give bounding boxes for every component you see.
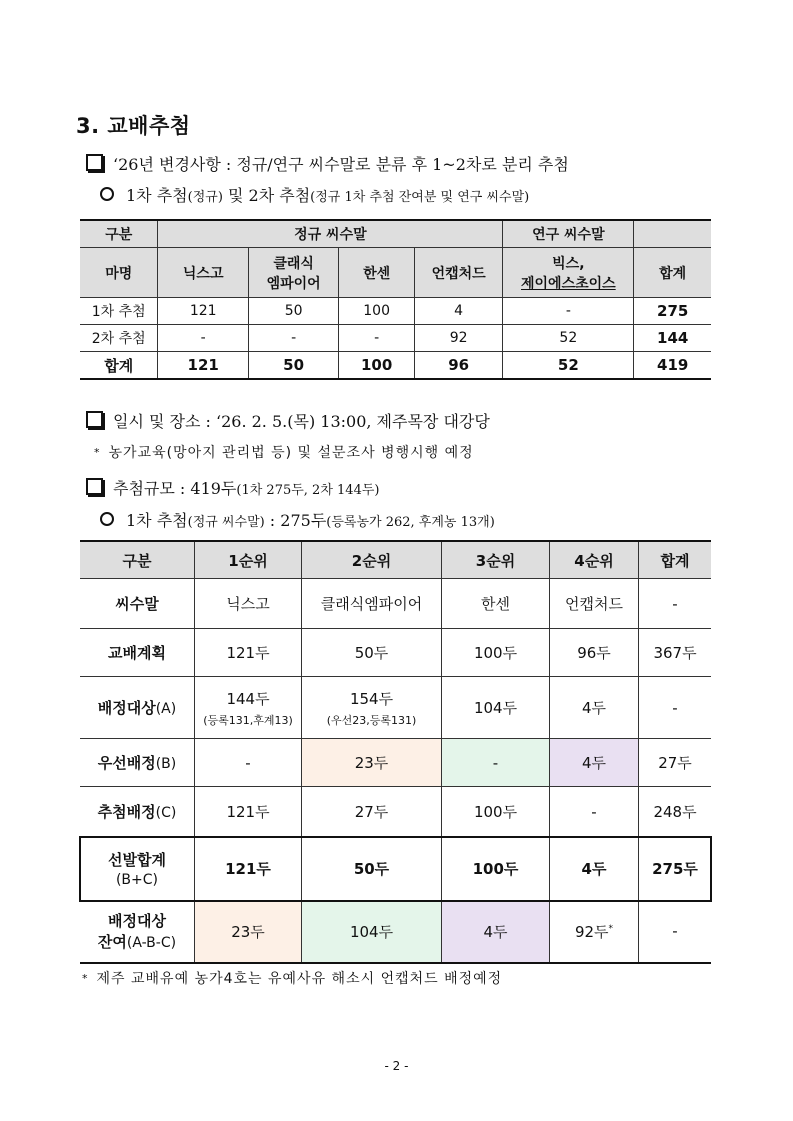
cell: - — [248, 325, 338, 352]
round1-count: : 275두 — [264, 511, 327, 530]
col-group: 구분 — [80, 541, 195, 579]
horse-js-choice: 제이에스초이스 — [521, 275, 616, 292]
stallion-round-table — [80, 219, 711, 380]
row-label-suffix: (A) — [155, 701, 177, 717]
cell: 275두 — [639, 837, 712, 901]
col-rank2: 2순위 — [302, 541, 442, 579]
horse-bix: 빅스, — [552, 255, 585, 272]
round1-paren: (정규 씨수말) — [187, 515, 265, 530]
cell: 104두 — [302, 901, 442, 963]
sub-bullet-lottery-rounds — [100, 183, 529, 206]
cell-detail: (등록131,후계13) — [203, 713, 293, 727]
cell: 92 — [414, 325, 502, 352]
cell: 23두 — [195, 901, 302, 963]
row-label — [80, 739, 195, 787]
col-rank1: 1순위 — [195, 541, 302, 579]
row-label — [80, 837, 195, 901]
row-label-line2: 잔여 — [97, 933, 127, 952]
bullet-schedule — [86, 409, 490, 432]
table-row-lottery — [80, 787, 711, 837]
bullet-changes — [86, 152, 569, 175]
horse-classic-empire — [248, 248, 338, 298]
cell-total: 419 — [634, 352, 711, 380]
cell-total: 275 — [634, 298, 711, 325]
checkbox-square-icon — [86, 411, 103, 428]
cell: 100두 — [442, 629, 550, 677]
table-row-selected — [80, 837, 711, 901]
cell: 248두 — [639, 787, 712, 837]
col-group: 구분 — [80, 220, 158, 248]
note-education-text: 농가교육(망아지 관리법 등) 및 설문조사 병행시행 예정 — [108, 445, 474, 461]
round2-paren: (정규 1차 추첨 잔여분 및 연구 씨수말) — [310, 190, 530, 205]
row-label-suffix: (B+C) — [115, 872, 159, 888]
cell: - — [639, 677, 712, 739]
row-label — [80, 787, 195, 837]
row-label-suffix: (C) — [155, 805, 177, 821]
allocation-table — [80, 540, 711, 964]
table-row-stallion — [80, 579, 711, 629]
cell: - — [639, 579, 712, 629]
changes-text: ‘26년 변경사항 : 정규/연구 씨수말로 분류 후 1~2차로 분리 추첨 — [113, 155, 569, 174]
cell: - — [339, 325, 415, 352]
row-label-text: 추첨배정 — [97, 803, 156, 821]
table-row-priority — [80, 739, 711, 787]
horse-classic-line1: 클래식 — [273, 255, 314, 272]
cell: 52 — [503, 352, 634, 380]
cell: 언캡처드 — [550, 579, 639, 629]
round1-paren: (정규) — [187, 190, 223, 205]
cell-detail: (우선23,등록131) — [326, 713, 417, 727]
note-deferral — [82, 968, 502, 988]
cell: 96 — [414, 352, 502, 380]
cell: 4두 — [550, 837, 639, 901]
cell: 100두 — [442, 787, 550, 837]
scale-text: 추첨규모 : 419두 — [113, 479, 237, 498]
cell: 닉스고 — [195, 579, 302, 629]
round1-text: 1차 추첨 — [126, 186, 188, 205]
cell: - — [195, 739, 302, 787]
cell — [302, 677, 442, 739]
row-label-text: 우선배정 — [97, 754, 156, 772]
scale-paren: (1차 275두, 2차 144두) — [236, 483, 380, 498]
cell: 50두 — [302, 629, 442, 677]
cell: 100 — [339, 352, 415, 380]
cell: 4두 — [550, 677, 639, 739]
horse-nyquist: 닉스고 — [158, 248, 248, 298]
cell: 121두 — [195, 629, 302, 677]
cell: 121 — [158, 352, 248, 380]
cell: 121두 — [195, 787, 302, 837]
table-row-remain — [80, 901, 711, 963]
col-rank4: 4순위 — [550, 541, 639, 579]
cell: 한센 — [442, 579, 550, 629]
footnote-mark: * — [608, 923, 614, 934]
bullet-scale — [86, 476, 379, 499]
note-education — [94, 442, 474, 462]
row-label: 합계 — [80, 352, 158, 380]
cell — [195, 677, 302, 739]
cell: 121 — [158, 298, 248, 325]
table-row-plan — [80, 629, 711, 677]
cell: 50 — [248, 298, 338, 325]
table-row-target — [80, 677, 711, 739]
col-total: 합계 — [639, 541, 712, 579]
table-row-round2 — [80, 325, 711, 352]
asterisk-icon: * — [82, 972, 89, 985]
row-label: 교배계획 — [80, 629, 195, 677]
round1-label: 1차 추첨 — [126, 511, 188, 530]
cell: 121두 — [195, 837, 302, 901]
cell: 100 — [339, 298, 415, 325]
cell: 367두 — [639, 629, 712, 677]
row-label: 2차 추첨 — [80, 325, 158, 352]
table-row-round1 — [80, 298, 711, 325]
table-row-total — [80, 352, 711, 380]
cell: 4두 — [442, 901, 550, 963]
cell: 23두 — [302, 739, 442, 787]
cell: - — [158, 325, 248, 352]
col-total: 합계 — [634, 248, 711, 298]
section-title: 3. 교배추첨 — [76, 114, 191, 138]
note-deferral-text: 제주 교배유예 농가4호는 유예사유 해소시 언캡처드 배정예정 — [96, 971, 503, 987]
cell: 50 — [248, 352, 338, 380]
col-rank3: 3순위 — [442, 541, 550, 579]
cell-value: 92두 — [574, 922, 609, 941]
sub-bullet-round1 — [100, 508, 495, 531]
cell: 104두 — [442, 677, 550, 739]
horse-hansen: 한센 — [339, 248, 415, 298]
checkbox-square-icon — [86, 154, 103, 171]
cell: 50두 — [302, 837, 442, 901]
round1-breakdown: (등록농가 262, 후계농 13개) — [326, 515, 495, 530]
row-label — [80, 677, 195, 739]
round2-text: 및 2차 추첨 — [222, 186, 311, 205]
row-label-line1: 배정대상 — [108, 912, 166, 931]
page-number: - 2 - — [384, 1059, 409, 1073]
row-label-suffix: (A-B-C) — [126, 935, 177, 952]
cell: 52 — [503, 325, 634, 352]
circle-bullet-icon — [100, 512, 114, 526]
cell: - — [503, 298, 634, 325]
checkbox-square-icon — [86, 478, 103, 495]
row-label: 1차 추첨 — [80, 298, 158, 325]
cell: - — [639, 901, 712, 963]
cell-total: 144 — [634, 325, 711, 352]
circle-bullet-icon — [100, 187, 114, 201]
col-horse-name: 마명 — [80, 248, 158, 298]
asterisk-icon: * — [94, 446, 101, 459]
row-label-text: 배정대상 — [97, 699, 156, 717]
horse-classic-line2: 엠파이어 — [266, 275, 321, 292]
row-label: 씨수말 — [80, 579, 195, 629]
schedule-text: 일시 및 장소 : ‘26. 2. 5.(목) 13:00, 제주목장 대강당 — [113, 412, 490, 431]
row-label — [80, 901, 195, 963]
horse-uncaptured: 언캡처드 — [414, 248, 502, 298]
cell: 4두 — [550, 739, 639, 787]
cell: - — [442, 739, 550, 787]
col-regular-stallions: 정규 씨수말 — [158, 220, 503, 248]
cell — [550, 901, 639, 963]
horse-research — [503, 248, 634, 298]
cell: 4 — [414, 298, 502, 325]
table-header-row — [80, 541, 711, 579]
row-label-text: 선발합계 — [108, 851, 166, 869]
cell: 27두 — [639, 739, 712, 787]
cell-value: 154두 — [349, 689, 394, 708]
cell: - — [550, 787, 639, 837]
cell: 클래식엠파이어 — [302, 579, 442, 629]
row-label-suffix: (B) — [155, 756, 177, 772]
cell-value: 144두 — [226, 689, 270, 708]
col-research-stallions: 연구 씨수말 — [503, 220, 634, 248]
cell: 100두 — [442, 837, 550, 901]
cell: 27두 — [302, 787, 442, 837]
cell: 96두 — [550, 629, 639, 677]
